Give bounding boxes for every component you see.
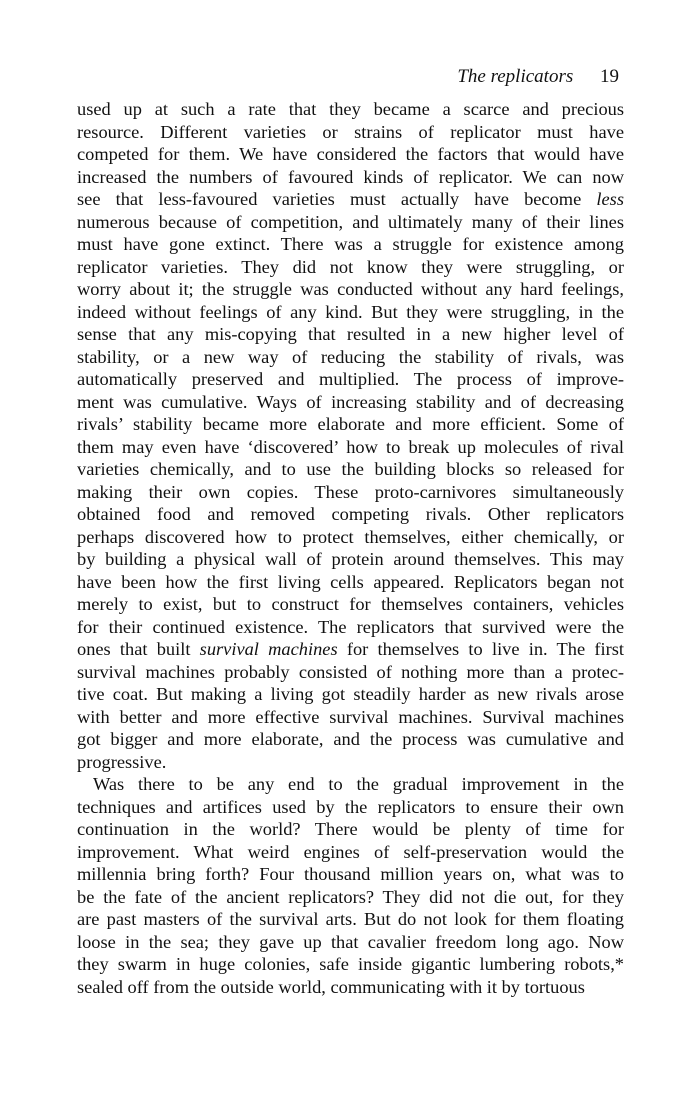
text-segment: automatically preserved and multiplied. The process of improve-	[77, 369, 624, 389]
text-segment: them may even have ‘discovered’ how to break up molecules of rival	[77, 436, 624, 457]
text-segment: improvement. What weird engines of self-preservation would the	[77, 841, 624, 862]
text-line	[77, 481, 624, 504]
text-line	[77, 818, 624, 841]
running-head	[457, 66, 619, 88]
text-segment: are past masters of the survival arts. But do not look for them floating	[77, 909, 624, 929]
text-segment: competed for them. We have considered the factors that would have	[77, 144, 624, 164]
text-line	[77, 976, 624, 999]
text-line	[77, 211, 624, 234]
text-line	[77, 571, 624, 594]
text-segment: sense that any mis-copying that resulted in a new higher level of	[77, 324, 624, 344]
text-segment: stability, or a new way of reducing the stability of rivals, was	[77, 346, 624, 367]
text-segment: by building a physical wall of protein around themselves. This may	[77, 549, 624, 569]
text-segment: ones that built	[77, 639, 200, 659]
text-segment: for their continued existence. The replicators that survived were the	[77, 616, 624, 637]
text-line	[77, 706, 624, 729]
text-line	[77, 166, 624, 189]
text-segment: tive coat. But making a living got steadily harder as new rivals arose	[77, 684, 624, 704]
text-segment: continuation in the world? There would be plenty of time for	[77, 819, 624, 839]
text-line	[77, 391, 624, 414]
text-segment: numerous because of competition, and ultimately many of their lines	[77, 211, 624, 232]
text-segment: worry about it; the struggle was conducted without any hard feelings,	[77, 279, 624, 299]
text-segment: for themselves to live in. The first	[337, 639, 624, 659]
text-segment: they swarm in huge colonies, safe inside gigantic lumbering robots,*	[77, 954, 624, 974]
text-segment: obtained food and removed competing rivals. Other replicators	[77, 504, 624, 524]
text-line	[77, 368, 624, 391]
text-segment: progressive.	[77, 751, 167, 772]
text-line	[77, 436, 624, 459]
text-line	[77, 548, 624, 571]
text-line	[77, 503, 624, 526]
text-line	[77, 728, 624, 751]
text-line	[77, 323, 624, 346]
text-segment: indeed without feelings of any kind. But they were struggling, in the	[77, 301, 624, 322]
text-line	[77, 458, 624, 481]
text-segment: see that less-favoured varieties must actually have become	[77, 189, 597, 209]
text-segment: be the fate of the ancient replicators? They did not die out, for they	[77, 886, 624, 907]
text-segment: ment was cumulative. Ways of increasing stability and of decreasing	[77, 391, 624, 412]
text-line	[77, 278, 624, 301]
text-line	[77, 346, 624, 369]
text-line	[77, 953, 624, 976]
text-line	[77, 526, 624, 549]
text-line	[77, 233, 624, 256]
text-segment: survival machines probably consisted of nothing more than a protec-	[77, 661, 624, 682]
page-number: 19	[600, 66, 619, 87]
text-line	[77, 121, 624, 144]
text-line	[77, 638, 624, 661]
text-segment: loose in the sea; they gave up that cavalier freedom long ago. Now	[77, 931, 624, 952]
italic-text: survival machines	[199, 639, 338, 659]
text-segment: Was there to be any end to the gradual improvement in the	[93, 774, 624, 794]
text-segment: used up at such a rate that they became a scarce and precious	[77, 99, 624, 119]
body-text	[77, 98, 624, 998]
text-line	[77, 841, 624, 864]
text-segment: replicator varieties. They did not know they were struggling, or	[77, 256, 624, 277]
text-segment: rivals’ stability became more elaborate and more efficient. Some of	[77, 414, 624, 434]
text-segment: making their own copies. These proto-carnivores simultaneously	[77, 481, 624, 502]
text-line	[77, 751, 624, 774]
text-segment: got bigger and more elaborate, and the process was cumulative and	[77, 729, 624, 749]
text-line	[77, 796, 624, 819]
text-segment: must have gone extinct. There was a struggle for existence among	[77, 234, 624, 254]
text-line	[77, 188, 624, 211]
text-line	[77, 256, 624, 279]
text-segment: perhaps discovered how to protect themselves, either chemically, or	[77, 526, 624, 547]
text-line	[77, 908, 624, 931]
text-line	[77, 886, 624, 909]
text-segment: with better and more effective survival machines. Survival machines	[77, 706, 624, 727]
text-line	[77, 773, 624, 796]
text-segment: sealed off from the outside world, communicating with it by tortuous	[77, 976, 585, 997]
text-line	[77, 683, 624, 706]
text-line	[77, 98, 624, 121]
text-segment: resource. Different varieties or strains of replicator must have	[77, 121, 624, 142]
text-line	[77, 143, 624, 166]
text-segment: merely to exist, but to construct for themselves containers, vehicles	[77, 594, 624, 614]
text-line	[77, 593, 624, 616]
text-line	[77, 661, 624, 684]
text-line	[77, 616, 624, 639]
text-line	[77, 931, 624, 954]
text-line	[77, 413, 624, 436]
running-title: The replicators	[457, 66, 574, 87]
text-line	[77, 863, 624, 886]
italic-text: less	[596, 189, 624, 209]
text-segment: varieties chemically, and to use the building blocks so released for	[77, 459, 624, 479]
text-line	[77, 301, 624, 324]
text-segment: have been how the first living cells appeared. Replicators began not	[77, 571, 624, 592]
text-segment: increased the numbers of favoured kinds of replicator. We can now	[77, 166, 624, 187]
text-segment: techniques and artifices used by the replicators to ensure their own	[77, 796, 624, 817]
text-segment: millennia bring forth? Four thousand million years on, what was to	[77, 864, 624, 884]
